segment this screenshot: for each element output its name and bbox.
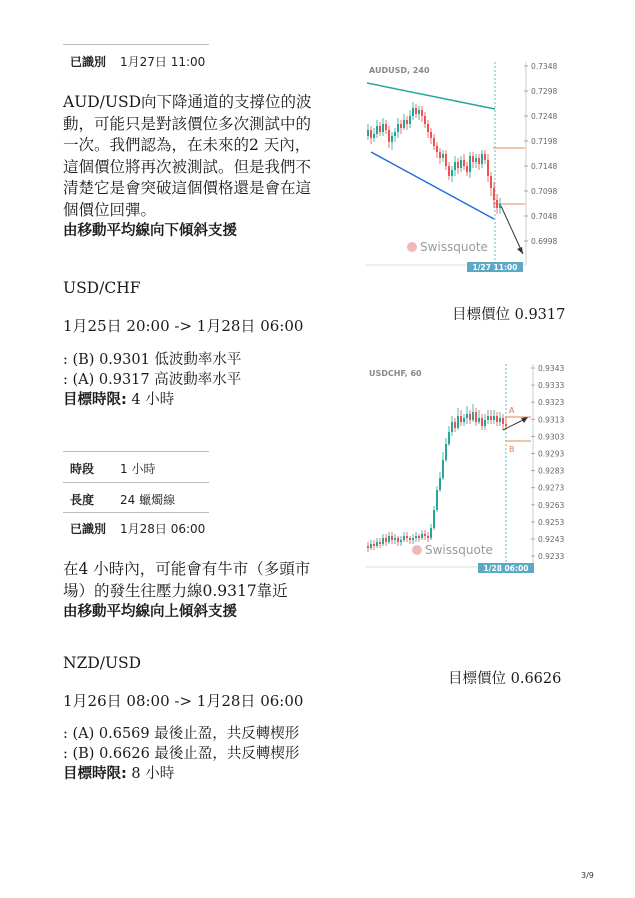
candle-body [418, 110, 420, 114]
candle-body [484, 154, 486, 160]
length-label: 長度 [70, 493, 95, 507]
candle-body [370, 544, 372, 548]
candle-body [454, 422, 456, 428]
aud-line-5: 清楚它是會突破這個價格還是會在這 [63, 179, 312, 197]
candle-body [496, 416, 498, 422]
candle-body [448, 166, 450, 176]
nzdusd-title: NZD/USD [63, 654, 142, 672]
aud-bold-line: 由移動平均線向下傾斜支援 [63, 223, 237, 239]
candle-body [469, 156, 471, 172]
nzdusd-horizon-label: 目標時限: [63, 766, 127, 782]
y-tick-label: 0.9253 [538, 517, 565, 527]
candle-body [436, 490, 438, 510]
usdchf-date-range: 1月25日 20:00 -> 1月28日 06:00 [63, 317, 304, 335]
usdchf-horizon-value: 4 小時 [126, 392, 175, 408]
candle-body [427, 536, 429, 538]
y-tick-label: 0.7298 [531, 87, 558, 96]
candle-body [388, 536, 390, 542]
candle-body [487, 160, 489, 176]
candle-body [376, 126, 378, 134]
candle-body [478, 418, 480, 422]
table-rule-0 [63, 451, 209, 452]
y-tick-label: 0.9293 [538, 449, 565, 459]
candle-body [478, 158, 480, 164]
y-tick-label: 0.9263 [538, 500, 565, 510]
usdchf-horizon [63, 390, 353, 410]
candle-body [466, 166, 468, 172]
candle-body [421, 534, 423, 538]
candle-body [469, 414, 471, 420]
aud-line-1: AUD/USD向下降通道的支撐位的波 [63, 93, 312, 111]
usdchf-line-1: 在4 小時內，可能會有牛市（多頭市 [63, 560, 311, 578]
chart2-brand: Swissquote [425, 543, 493, 557]
candle-body [406, 120, 408, 124]
nzdusd-horizon [63, 764, 363, 784]
candle-body [394, 132, 396, 136]
nzdusd-target: 目標價位 0.6626 [448, 671, 562, 687]
candle-body [451, 422, 453, 432]
candle-body [463, 418, 465, 422]
candle-body [493, 416, 495, 420]
y-tick-label: 0.7148 [531, 162, 558, 171]
candle-body [424, 534, 426, 536]
usdchf-title: USD/CHF [63, 279, 141, 297]
chart1-brand: Swissquote [420, 240, 488, 254]
usdchf-horizon-label: 目標時限: [63, 392, 127, 408]
usdchf-bold-line: 由移動平均線向上傾斜支援 [63, 604, 237, 620]
candle-body [406, 536, 408, 538]
identified-label-2: 已識別 [70, 522, 107, 536]
candle-body [379, 126, 381, 132]
candle-body [475, 158, 477, 162]
candle-body [433, 510, 435, 528]
chart2-label-a: A [509, 406, 515, 415]
candle-body [421, 110, 423, 116]
candle-body [493, 188, 495, 200]
chart2-time-label: 1/28 06:00 [483, 564, 529, 573]
y-tick-label: 0.9303 [538, 432, 565, 442]
candle-body [481, 154, 483, 164]
identified-value: 1月27日 11:00 [120, 55, 206, 69]
candle-body [439, 478, 441, 490]
candle-body [475, 412, 477, 422]
candle-body [466, 414, 468, 418]
candle-body [448, 432, 450, 444]
candle-body [442, 154, 444, 158]
y-tick-label: 0.6998 [531, 237, 558, 246]
candle-body [472, 412, 474, 420]
candle-body [382, 124, 384, 132]
chart2-label-b: B [509, 445, 515, 454]
candle-body [376, 542, 378, 546]
candle-body [490, 416, 492, 420]
candle-body [373, 544, 375, 546]
candle-body [400, 124, 402, 128]
candle-body [382, 538, 384, 544]
candle-body [367, 130, 369, 136]
top-rule [63, 44, 209, 45]
candle-body [436, 146, 438, 152]
table-rule-2 [63, 512, 209, 513]
candle-body [430, 132, 432, 138]
page-number: 3/9 [581, 871, 594, 880]
nzdusd-option-a: : (A) 0.6569 最後止盈，共反轉楔形 [63, 726, 300, 742]
swissquote-logo-icon [407, 242, 417, 252]
candle-body [496, 200, 498, 208]
aud-line-3: 一次。我們認為，在未來的2 天內， [63, 136, 311, 154]
candle-body [424, 116, 426, 124]
candle-body [505, 424, 507, 426]
candle-body [388, 130, 390, 142]
swissquote-logo-icon-2 [412, 545, 422, 555]
candle-body [442, 460, 444, 478]
y-tick-label: 0.9273 [538, 483, 565, 493]
candle-body [385, 538, 387, 542]
candle-body [463, 160, 465, 166]
y-tick-label: 0.9343 [538, 364, 565, 373]
aud-line-6: 個價位回彈。 [63, 200, 157, 219]
candle-body [499, 418, 501, 422]
candle-body [397, 124, 399, 132]
candle-body [433, 138, 435, 146]
candle-body [370, 130, 372, 138]
y-tick-label: 0.9233 [538, 552, 565, 562]
candle-body [391, 536, 393, 540]
candle-body [409, 538, 411, 540]
aud-line-4: 這個價位將再次被測試。但是我們不 [63, 157, 312, 176]
candle-body [367, 546, 369, 548]
nzdusd-horizon-value: 8 小時 [126, 766, 175, 782]
nzdusd-options [63, 724, 363, 784]
chart1-time-label: 1/27 11:00 [472, 263, 518, 272]
candle-body [481, 418, 483, 426]
candle-body [439, 152, 441, 158]
candle-body [457, 162, 459, 168]
candle-body [499, 204, 501, 208]
usdchf-line-2: 場）的發生往壓力線0.9317靠近 [63, 581, 288, 600]
candle-body [415, 536, 417, 538]
candle-body [400, 540, 402, 542]
candle-body [430, 528, 432, 538]
length-value: 24 蠟燭線 [120, 493, 176, 507]
candle-body [484, 420, 486, 426]
usdchf-options [63, 350, 353, 410]
candle-body [490, 176, 492, 188]
candle-body [457, 416, 459, 428]
audusd-chart [363, 58, 573, 272]
y-tick-label: 0.9283 [538, 466, 565, 476]
candle-body [460, 416, 462, 422]
candle-body [391, 136, 393, 142]
identified-value-2: 1月28日 06:00 [120, 522, 206, 536]
candle-body [487, 416, 489, 420]
usdchf-option-a: : (A) 0.9317 高波動率水平 [63, 372, 242, 388]
candle-body [373, 134, 375, 138]
y-tick-label: 0.9243 [538, 535, 565, 544]
candle-body [445, 444, 447, 460]
period-value: 1 小時 [120, 462, 156, 476]
y-tick-label: 0.7348 [531, 62, 558, 71]
candle-body [385, 124, 387, 130]
y-tick-label: 0.9323 [538, 398, 565, 408]
period-label: 時段 [70, 462, 95, 476]
y-tick-label: 0.7198 [531, 137, 558, 146]
candle-body [415, 108, 417, 114]
chart1-symbol: AUDUSD, 240 [369, 66, 430, 75]
nzdusd-date-range: 1月26日 08:00 -> 1月28日 06:00 [63, 692, 304, 710]
y-tick-label: 0.7048 [531, 212, 558, 221]
table-rule-1 [63, 482, 209, 483]
candle-body [502, 418, 504, 424]
candle-body [394, 538, 396, 540]
candle-body [379, 542, 381, 544]
usdchf-target: 目標價位 0.9317 [452, 307, 566, 323]
candle-body [412, 108, 414, 116]
y-tick-label: 0.9313 [538, 415, 565, 425]
candle-body [397, 538, 399, 542]
candle-body [454, 162, 456, 170]
aud-paragraph [63, 92, 343, 243]
candle-body [472, 156, 474, 162]
candle-body [409, 116, 411, 124]
nzdusd-option-b: : (B) 0.6626 最後止盈，共反轉楔形 [63, 746, 300, 762]
chart2-symbol: USDCHF, 60 [369, 369, 422, 378]
y-tick-label: 0.9333 [538, 381, 565, 391]
candle-body [445, 154, 447, 166]
identified-label: 已識別 [70, 55, 107, 69]
y-tick-label: 0.7098 [531, 187, 558, 196]
candle-body [418, 536, 420, 538]
candle-body [403, 120, 405, 128]
candle-body [427, 124, 429, 132]
candle-body [460, 160, 462, 168]
y-tick-label: 0.7248 [531, 112, 558, 121]
usdchf-paragraph [63, 559, 353, 624]
usdchf-chart [363, 360, 573, 575]
aud-line-2: 動，可能只是對該價位多次測試中的 [63, 114, 312, 133]
candle-body [403, 536, 405, 540]
candle-body [451, 170, 453, 176]
candle-body [412, 538, 414, 540]
usdchf-option-b: : (B) 0.9301 低波動率水平 [63, 352, 242, 368]
